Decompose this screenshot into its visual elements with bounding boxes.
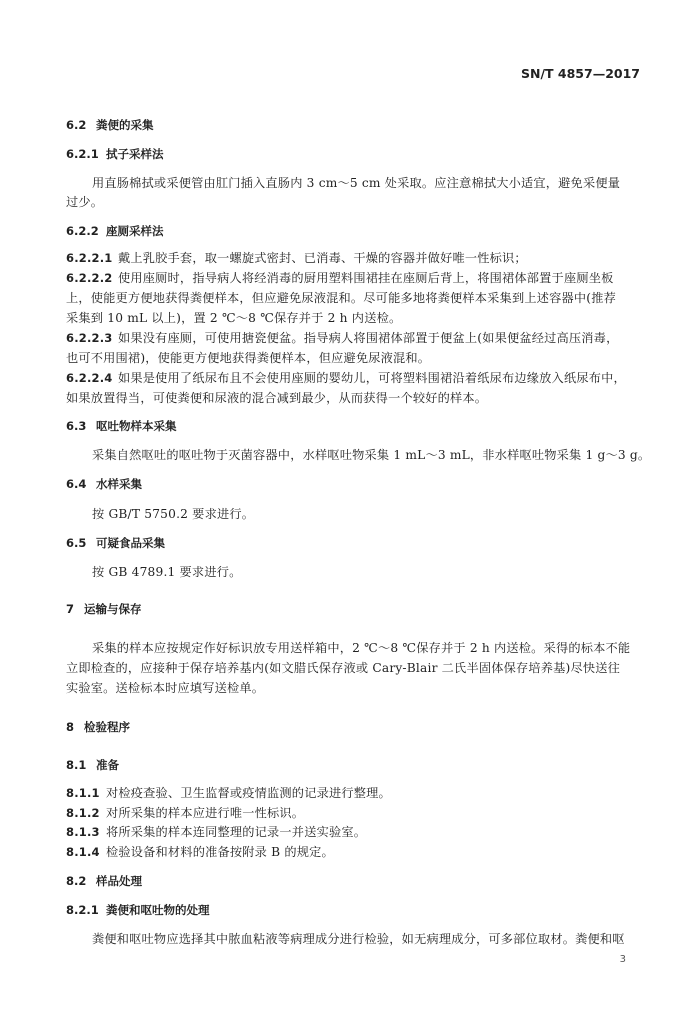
clause-8-1-4 (66, 844, 334, 860)
paragraph-line: 实验室。送检标本时应填写送检单。 (66, 681, 265, 695)
clause-text: 戴上乳胶手套，取一螺旋式密封、已消毒、干燥的容器并做好唯一性标识； (118, 251, 527, 265)
clause-text: 如果是使用了纸尿布且不会使用座厕的婴幼儿，可将塑料围裙沿着纸尿布边缘放入纸尿布中， (118, 371, 626, 385)
clause-number: 6.2.2.1 (66, 251, 113, 265)
section-6-2-heading (66, 117, 154, 133)
section-title: 粪便和呕吐物的处理 (106, 903, 210, 917)
section-title: 呕吐物样本采集 (96, 419, 177, 433)
section-title: 粪便的采集 (96, 118, 154, 132)
paragraph-line: 上，使能更方便地获得粪便样本，但应避免尿液混和。尽可能多地将粪便样本采集到上述容器中(推荐 (66, 291, 617, 305)
clause-8-1-1 (66, 785, 391, 801)
section-title: 可疑食品采集 (96, 536, 165, 550)
clause-text: 对所采集的样本应进行唯一性标识。 (106, 806, 305, 820)
paragraph-line: 用直肠棉拭或采便管由肛门插入直肠内 3 cm～5 cm 处采取。应注意棉拭大小适宜，避免采便量 (92, 176, 621, 190)
clause-6-2-2-2 (66, 270, 614, 286)
clause-8-1-3 (66, 824, 366, 840)
section-8-2-heading (66, 873, 142, 889)
section-number: 6.5 (66, 536, 87, 550)
section-title: 水样采集 (96, 477, 142, 491)
clause-text: 检验设备和材料的准备按附录 B 的规定。 (106, 845, 334, 859)
clause-number: 6.2.2.4 (66, 371, 113, 385)
section-number: 6.4 (66, 477, 87, 491)
section-8-heading (66, 719, 130, 735)
paragraph-line: 粪便和呕吐物应选择其中脓血粘液等病理成分进行检验，如无病理成分，可多部位取材。粪便和呕 (92, 932, 625, 946)
section-number: 8.1 (66, 758, 87, 772)
paragraph-line: 按 GB/T 5750.2 要求进行。 (92, 507, 255, 521)
standard-number: SN/T 4857—2017 (521, 66, 640, 81)
section-6-4-heading (66, 476, 142, 492)
paragraph-line: 立即检查的，应接种于保存培养基内(如文腊氏保存液或 Cary-Blair 二氏半固体保存培养基)尽快送往 (66, 661, 621, 675)
section-number: 6.2.2 (66, 224, 99, 238)
clause-number: 6.2.2.2 (66, 271, 113, 285)
section-7-heading (66, 601, 142, 617)
page-number: 3 (619, 954, 626, 965)
paragraph-line: 如果放置得当，可使粪便和尿液的混合减到最少，从而获得一个较好的样本。 (66, 391, 488, 405)
section-title: 座厕采样法 (106, 224, 164, 238)
section-number: 8 (66, 720, 75, 734)
section-number: 6.2 (66, 118, 87, 132)
section-title: 样品处理 (96, 874, 142, 888)
paragraph-line: 采集到 10 mL 以上)，置 2 ℃～8 ℃保存并于 2 h 内送检。 (66, 311, 402, 325)
clause-6-2-2-4 (66, 370, 626, 386)
paragraph-line: 按 GB 4789.1 要求进行。 (92, 565, 242, 579)
section-6-2-1-heading (66, 146, 164, 162)
section-number: 7 (66, 602, 75, 616)
paragraph-line: 过少。 (66, 195, 104, 209)
clause-text: 使用座厕时，指导病人将经消毒的厨用塑料围裙挂在座厕后背上，将围裙体部置于座厕坐板 (118, 271, 614, 285)
section-8-2-1-heading (66, 902, 210, 918)
clause-8-1-2 (66, 805, 304, 821)
paragraph-line: 采集自然呕吐的呕吐物于灭菌容器中，水样呕吐物采集 1 mL～3 mL，非水样呕吐物采集 1 g～3 g。 (92, 448, 651, 462)
clause-number: 8.1.3 (66, 825, 100, 839)
section-number: 8.2.1 (66, 903, 99, 917)
clause-number: 6.2.2.3 (66, 331, 113, 345)
section-title: 运输与保存 (84, 602, 142, 616)
clause-6-2-2-1 (66, 250, 527, 266)
clause-number: 8.1.1 (66, 786, 100, 800)
clause-text: 将所采集的样本连同整理的记录一并送实验室。 (106, 825, 367, 839)
section-8-1-heading (66, 757, 119, 773)
section-6-5-heading (66, 535, 165, 551)
clause-text: 对检疫查验、卫生监督或疫情监测的记录进行整理。 (106, 786, 391, 800)
section-number: 6.3 (66, 419, 87, 433)
section-title: 检验程序 (84, 720, 130, 734)
section-6-3-heading (66, 418, 177, 434)
clause-text: 如果没有座厕，可使用搪瓷便盆。指导病人将围裙体部置于便盆上(如果便盆经过高压消毒， (118, 331, 619, 345)
clause-number: 8.1.2 (66, 806, 100, 820)
section-6-2-2-heading (66, 223, 164, 239)
section-title: 拭子采样法 (106, 147, 164, 161)
paragraph-line: 采集的样本应按规定作好标识放专用送样箱中，2 ℃～8 ℃保存并于 2 h 内送检。采得的标本不能 (92, 641, 631, 655)
section-number: 6.2.1 (66, 147, 99, 161)
clause-6-2-2-3 (66, 330, 618, 346)
section-number: 8.2 (66, 874, 87, 888)
paragraph-line: 也可不用围裙)，使能更方便地获得粪便样本，但应避免尿液混和。 (66, 351, 431, 365)
clause-number: 8.1.4 (66, 845, 100, 859)
section-title: 准备 (96, 758, 119, 772)
